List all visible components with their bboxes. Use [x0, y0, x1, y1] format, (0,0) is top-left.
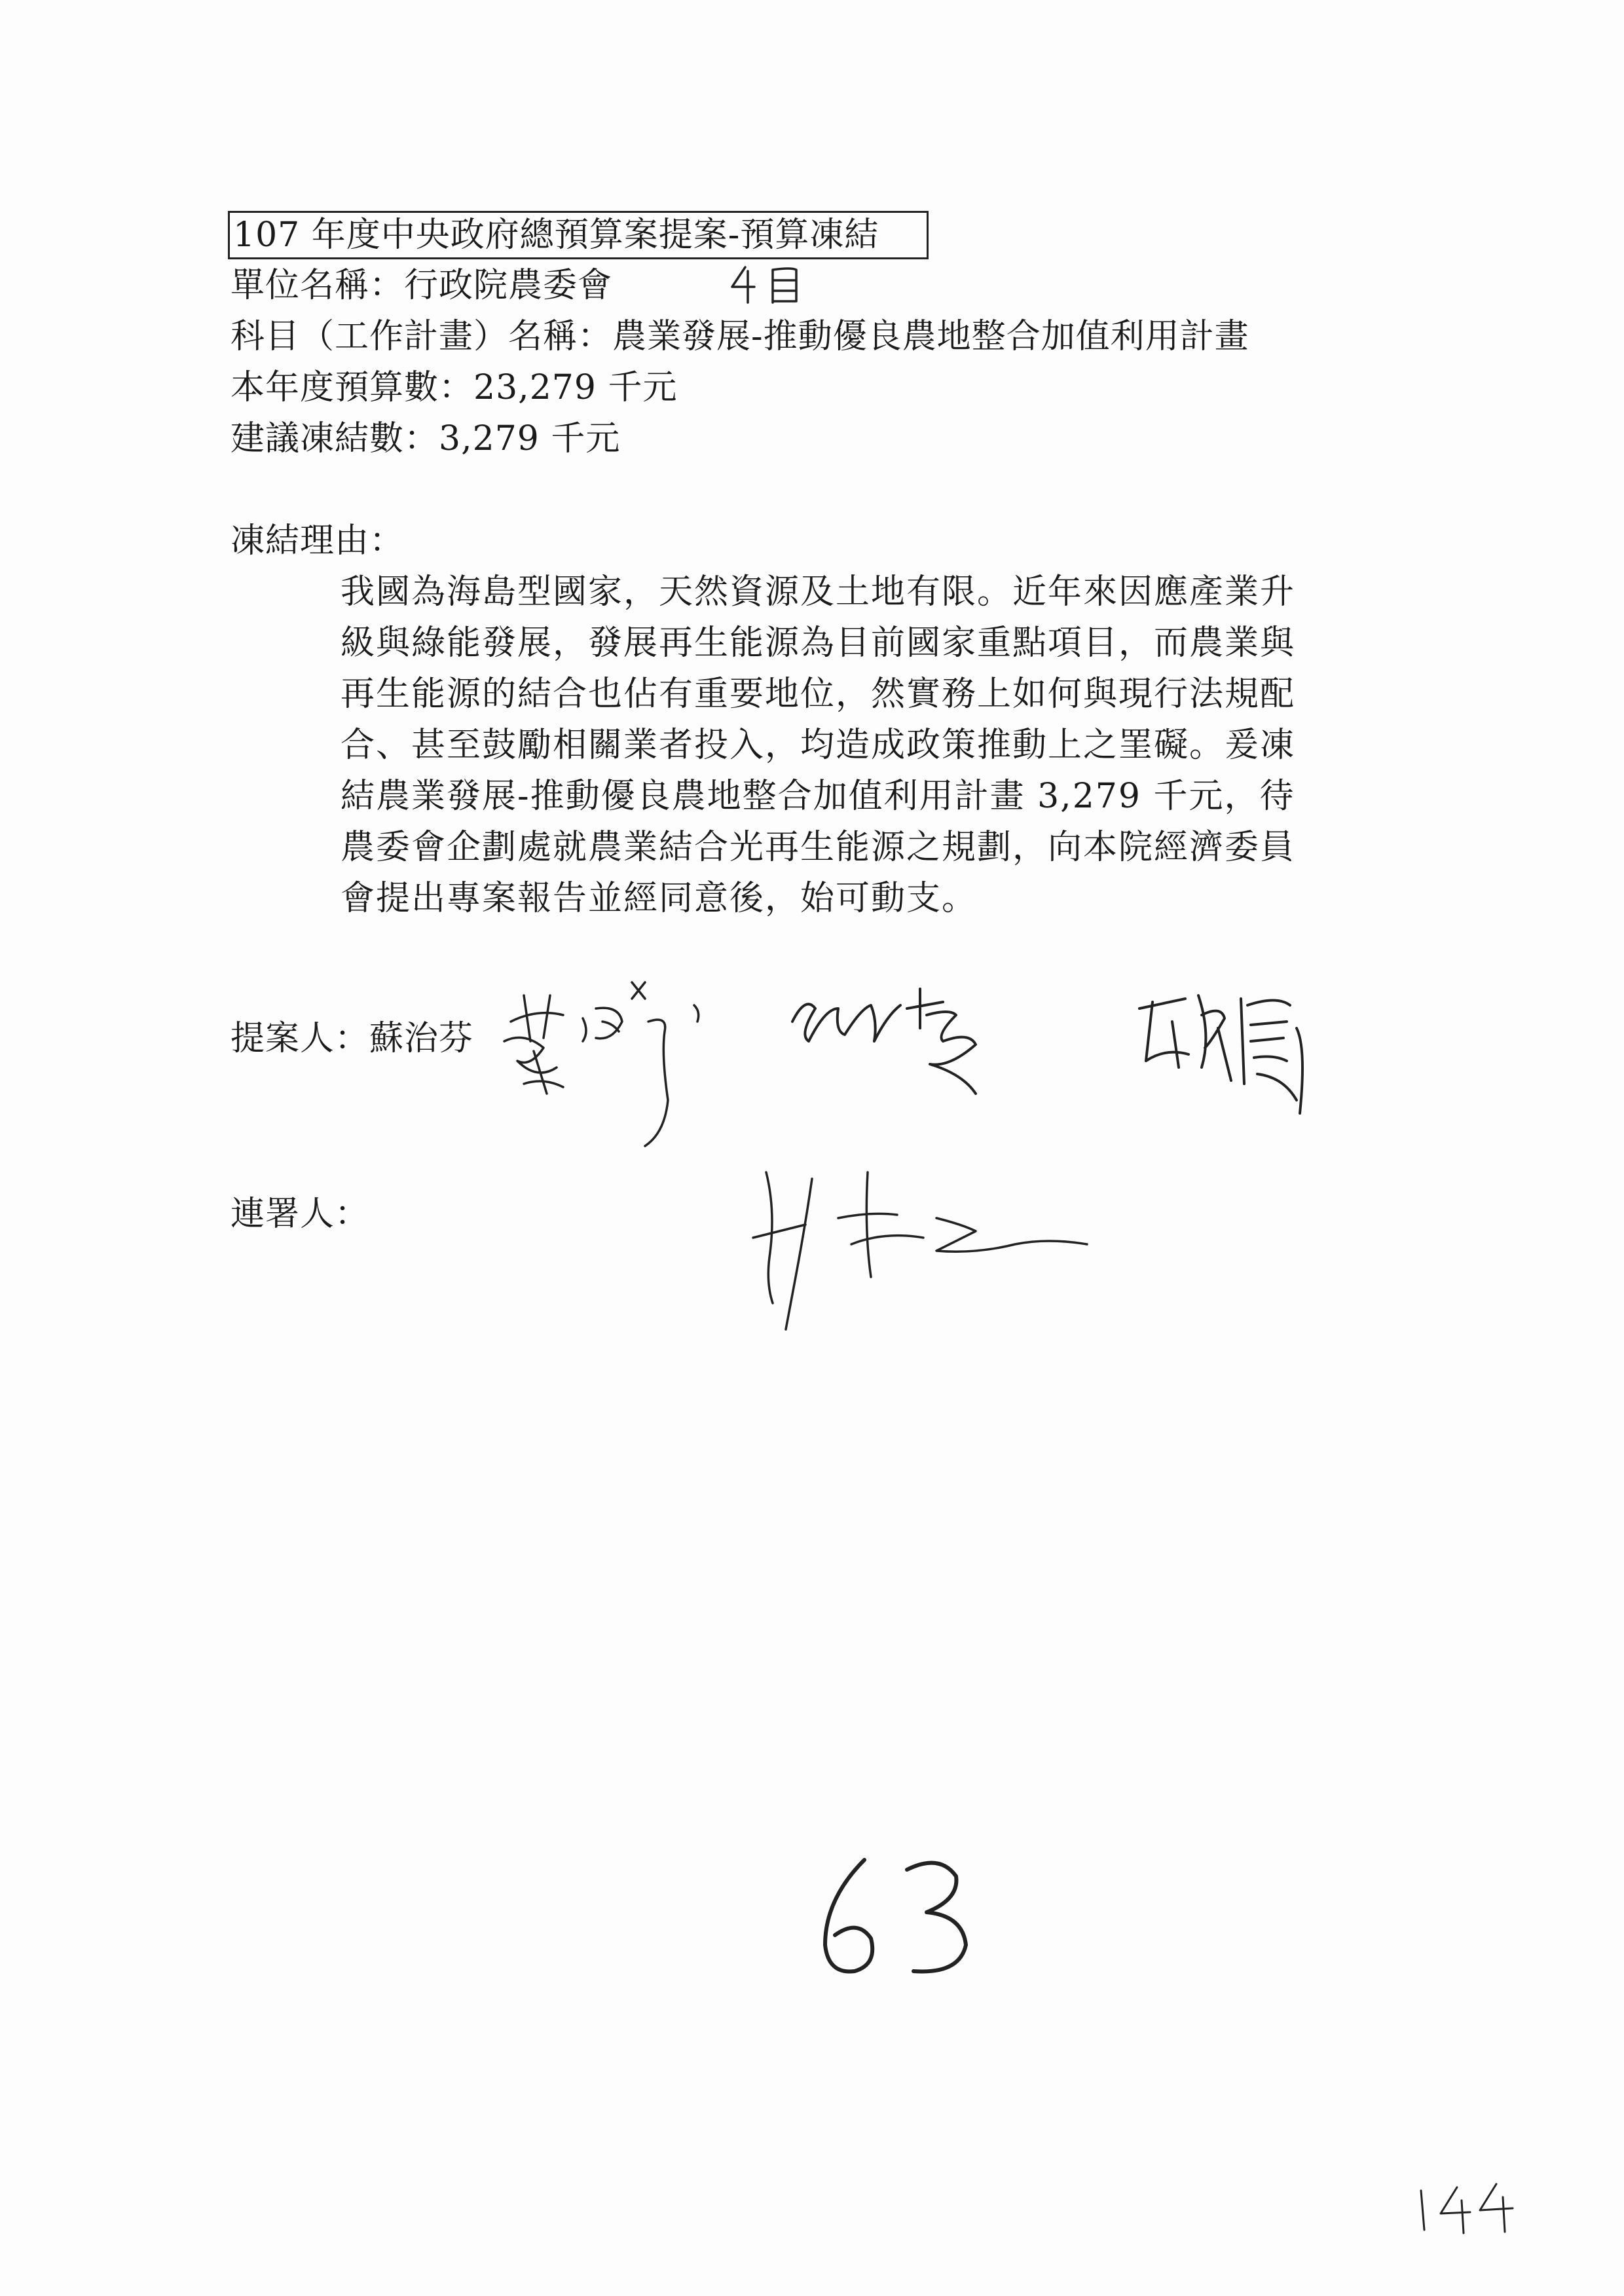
subject-name: 科目（工作計畫）名稱：農業發展-推動優良農地整合加值利用計畫 — [231, 317, 1249, 356]
signature-cosigner — [740, 1153, 1120, 1349]
signature-second — [779, 969, 1028, 1100]
handwritten-note — [726, 262, 811, 308]
handwritten-corner-number — [1408, 2174, 1526, 2240]
proposed-freeze-amount: 建議凍結數：3,279 千元 — [231, 419, 621, 458]
signature-proposer — [498, 969, 747, 1153]
reason-line: 會提出專案報告並經同意後，始可動支。 — [341, 879, 978, 918]
reason-line: 農委會企劃處就農業結合光再生能源之規劃，向本院經濟委員 — [341, 828, 1296, 867]
unit-name: 單位名稱：行政院農委會 — [231, 266, 613, 305]
proposer: 提案人：蘇治芬 — [231, 1019, 474, 1058]
signature-third — [1126, 969, 1349, 1120]
reason-line: 再生能源的結合也佔有重要地位，然實務上如何與現行法規配 — [341, 675, 1296, 714]
reason-heading: 凍結理由： — [231, 521, 405, 561]
document-title: 107 年度中央政府總預算案提案-預算凍結 — [233, 215, 879, 255]
handwritten-page-number — [799, 1847, 995, 1991]
reason-line: 級與綠能發展，發展再生能源為目前國家重點項目，而農業與 — [341, 623, 1296, 663]
annual-budget: 本年度預算數：23,279 千元 — [231, 368, 678, 407]
reason-line: 合、甚至鼓勵相關業者投入，均造成政策推動上之罣礙。爰凍 — [341, 726, 1296, 765]
reason-line: 結農業發展-推動優良農地整合加值利用計畫 3,279 千元，待 — [341, 777, 1295, 816]
co-signers: 連署人： — [231, 1194, 370, 1234]
reason-line: 我國為海島型國家，天然資源及土地有限。近年來因應產業升 — [341, 572, 1296, 612]
